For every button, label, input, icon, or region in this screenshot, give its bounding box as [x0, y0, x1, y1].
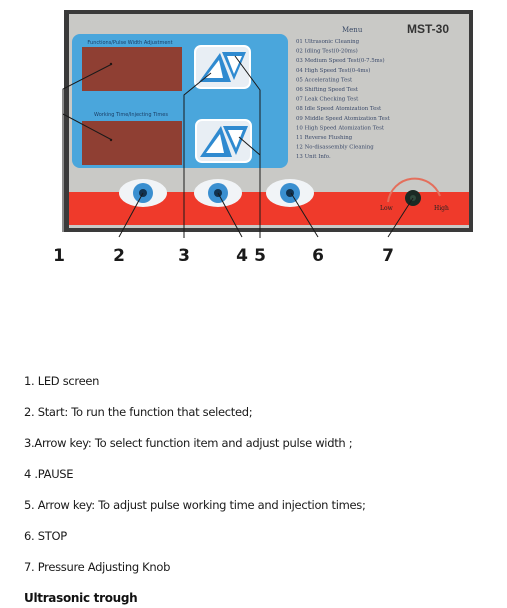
legend-item-1: 1. LED screen	[24, 374, 100, 388]
callout-3: 3	[178, 246, 190, 266]
legend-item-3: 3.Arrow key: To select function item and adjust pulse width ;	[24, 436, 353, 450]
legend-item-5: 5. Arrow key: To adjust pulse working time and injection times;	[24, 498, 366, 512]
menu-item: 06 Shifting Speed Test	[296, 87, 358, 93]
legend-title: Ultrasonic trough	[24, 591, 138, 605]
arrow-key-function[interactable]	[195, 46, 250, 88]
knob-low-label: Low	[380, 205, 393, 212]
menu-item: 13 Unit Info.	[296, 154, 331, 161]
callout-4: 4	[236, 246, 248, 266]
knob-high-label: High	[434, 205, 449, 212]
menu-item: 02 Idling Test(0-20ms)	[296, 48, 358, 55]
menu-item: 03 Medium Speed Test(0-7.5ms)	[296, 58, 385, 65]
led-screen-top	[82, 47, 182, 91]
menu-item: 08 Idle Speed Atomization Test	[296, 106, 382, 113]
screen-bottom-title: Working Time/Injecting Times	[94, 112, 168, 118]
legend-item-2: 2. Start: To run the function that selected;	[24, 405, 253, 419]
legend-item-6: 6. STOP	[24, 529, 67, 543]
menu-item: 12 No-disassembly Cleaning	[296, 144, 374, 151]
model-label: MST-30	[407, 22, 450, 36]
callout-1: 1	[53, 246, 65, 266]
menu-item: 04 High Speed Test(0-4ms)	[296, 67, 371, 74]
arrow-key-time[interactable]	[196, 120, 251, 162]
menu-item: 07 Leak Checking Test	[296, 96, 359, 103]
callout-2: 2	[113, 246, 125, 266]
menu-item: 10 High Speed Atomization Test	[296, 125, 385, 132]
callout-6: 6	[312, 246, 324, 266]
menu-item: 05 Accelerating Test	[296, 77, 353, 84]
stop-button[interactable]	[266, 179, 314, 207]
callout-5: 5	[254, 246, 266, 266]
callout-7: 7	[382, 246, 394, 266]
menu-item: 11 Reverse Flushing	[296, 135, 353, 141]
menu-item: 09 Middle Speed Atomization Test	[296, 115, 390, 122]
legend-item-7: 7. Pressure Adjusting Knob	[24, 560, 171, 574]
screen-top-title: Functions/Pulse Width Adjustment	[87, 40, 173, 46]
menu-title: Menu	[342, 26, 363, 34]
menu-item: 01 Ultrasonic Cleaning	[296, 39, 360, 45]
control-panel-figure	[0, 0, 507, 300]
legend-item-4: 4 .PAUSE	[24, 467, 74, 481]
led-screen-bottom	[82, 121, 182, 165]
